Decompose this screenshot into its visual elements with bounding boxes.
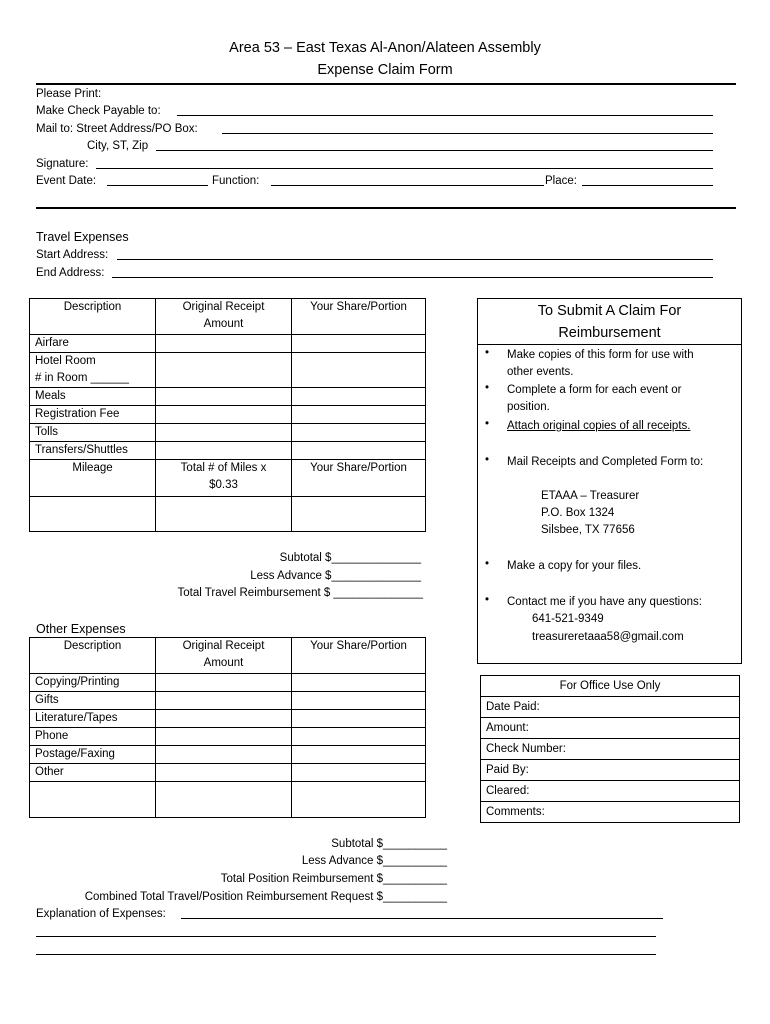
bullet-attach: Attach original copies of all receipts. — [507, 420, 691, 432]
info-divider — [36, 207, 736, 209]
bullet-icon: • — [485, 594, 490, 606]
signature-field[interactable] — [96, 157, 713, 169]
bullet-icon: • — [485, 418, 490, 430]
office-use-title: For Office Use Only — [481, 676, 740, 697]
table-row: Transfers/Shuttles — [30, 442, 426, 460]
table-row: Airfare — [30, 335, 426, 353]
bullet-icon: • — [485, 558, 490, 570]
table-row: Postage/Faxing — [30, 746, 426, 764]
table-row: Literature/Tapes — [30, 710, 426, 728]
other-heading: Other Expenses — [36, 622, 126, 636]
explanation-field-2[interactable] — [36, 925, 656, 937]
submit-instructions-box — [477, 298, 742, 664]
end-address-label: End Address: — [36, 267, 105, 279]
event-date-field[interactable] — [107, 174, 208, 186]
city-label: City, ST, Zip — [87, 140, 149, 152]
payable-label: Make Check Payable to: — [36, 105, 161, 117]
table-row: Meals — [30, 388, 426, 406]
other-less-advance: Less Advance $__________ — [301, 855, 447, 867]
please-print-label: Please Print: — [36, 88, 102, 100]
function-field[interactable] — [271, 174, 544, 186]
mileage-label: Mileage — [30, 460, 156, 497]
signature-label: Signature: — [36, 158, 89, 170]
table-row: Other — [30, 764, 426, 782]
travel-table — [29, 298, 426, 532]
table-row: Gifts — [30, 692, 426, 710]
start-address-label: Start Address: — [36, 249, 109, 261]
explanation-label: Explanation of Expenses: — [36, 908, 166, 920]
table-header-row — [30, 638, 426, 674]
form-subtitle: Expense Claim Form — [317, 62, 453, 78]
header-divider — [36, 83, 736, 85]
contact-phone: 641-521-9349 — [532, 613, 604, 625]
place-label: Place: — [545, 175, 577, 187]
travel-total: Total Travel Reimbursement $ ______________ — [177, 587, 423, 599]
table-row: Hotel Room # in Room ______ — [30, 353, 426, 388]
col-description: Description — [30, 299, 156, 335]
col-share: Your Share/Portion — [292, 299, 426, 335]
submit-title: To Submit A Claim For — [537, 303, 682, 319]
bullet-complete: Complete a form for each event or position. — [507, 384, 682, 413]
mail-address: ETAAA – Treasurer P.O. Box 1324 Silsbee, TX 77656 — [541, 490, 640, 536]
comments-field[interactable]: Comments: — [481, 802, 740, 823]
amount-field[interactable]: Amount: — [481, 718, 740, 739]
travel-subtotal: Subtotal $______________ — [279, 552, 421, 564]
check-number-field[interactable]: Check Number: — [481, 739, 740, 760]
bullet-mail: Mail Receipts and Completed Form to: — [507, 456, 704, 468]
explanation-field-3[interactable] — [36, 943, 656, 955]
function-label: Function: — [212, 175, 260, 187]
bullet-contact: Contact me if you have any questions: — [507, 596, 702, 608]
col-share: Your Share/Portion — [292, 638, 426, 674]
mail-field[interactable] — [222, 122, 713, 134]
contact-email[interactable]: treasureretaaa58@gmail.com — [532, 631, 684, 643]
bullet-icon: • — [485, 347, 490, 359]
mileage-share-label: Your Share/Portion — [292, 460, 426, 497]
table-row: Phone — [30, 728, 426, 746]
bullet-icon: • — [485, 382, 490, 394]
travel-less-advance: Less Advance $______________ — [250, 570, 421, 582]
mileage-header-row — [30, 460, 426, 497]
col-description: Description — [30, 638, 156, 674]
place-field[interactable] — [582, 174, 713, 186]
end-address-field[interactable] — [112, 266, 713, 278]
table-row: Tolls — [30, 424, 426, 442]
table-header-row — [30, 299, 426, 335]
other-table — [29, 637, 426, 818]
mail-row — [36, 122, 198, 134]
table-row: Registration Fee — [30, 406, 426, 424]
city-field[interactable] — [156, 139, 713, 151]
paid-by-field[interactable]: Paid By: — [481, 760, 740, 781]
col-receipt: Original Receipt Amount — [156, 638, 292, 674]
table-row — [30, 497, 426, 532]
bullet-icon: • — [485, 454, 490, 466]
miles-label: Total # of Miles x $0.33 — [156, 460, 292, 497]
bullet-copy: Make a copy for your files. — [507, 560, 642, 572]
bullet-copies: Make copies of this form for use with other events. — [507, 349, 694, 378]
col-receipt: Original Receipt Amount — [156, 299, 292, 335]
table-row: Copying/Printing — [30, 674, 426, 692]
payable-field[interactable] — [177, 104, 713, 116]
submit-title-2: Reimbursement — [558, 325, 661, 341]
explanation-field[interactable] — [181, 907, 663, 919]
form-title: Area 53 – East Texas Al-Anon/Alateen Assembly — [229, 40, 541, 56]
travel-heading: Travel Expenses — [36, 230, 129, 244]
mail-label: Mail to: Street Address/PO Box: — [36, 123, 198, 135]
other-subtotal: Subtotal $__________ — [331, 838, 447, 850]
other-total-position: Total Position Reimbursement $__________ — [220, 873, 447, 885]
payable-row — [36, 104, 161, 116]
combined-total: Combined Total Travel/Position Reimbursement Request $__________ — [84, 891, 447, 903]
event-date-label: Event Date: — [36, 175, 97, 187]
office-use-table — [480, 675, 740, 823]
start-address-field[interactable] — [117, 248, 713, 260]
cleared-field[interactable]: Cleared: — [481, 781, 740, 802]
date-paid-field[interactable]: Date Paid: — [481, 697, 740, 718]
table-row — [30, 782, 426, 818]
submit-divider — [478, 344, 741, 345]
